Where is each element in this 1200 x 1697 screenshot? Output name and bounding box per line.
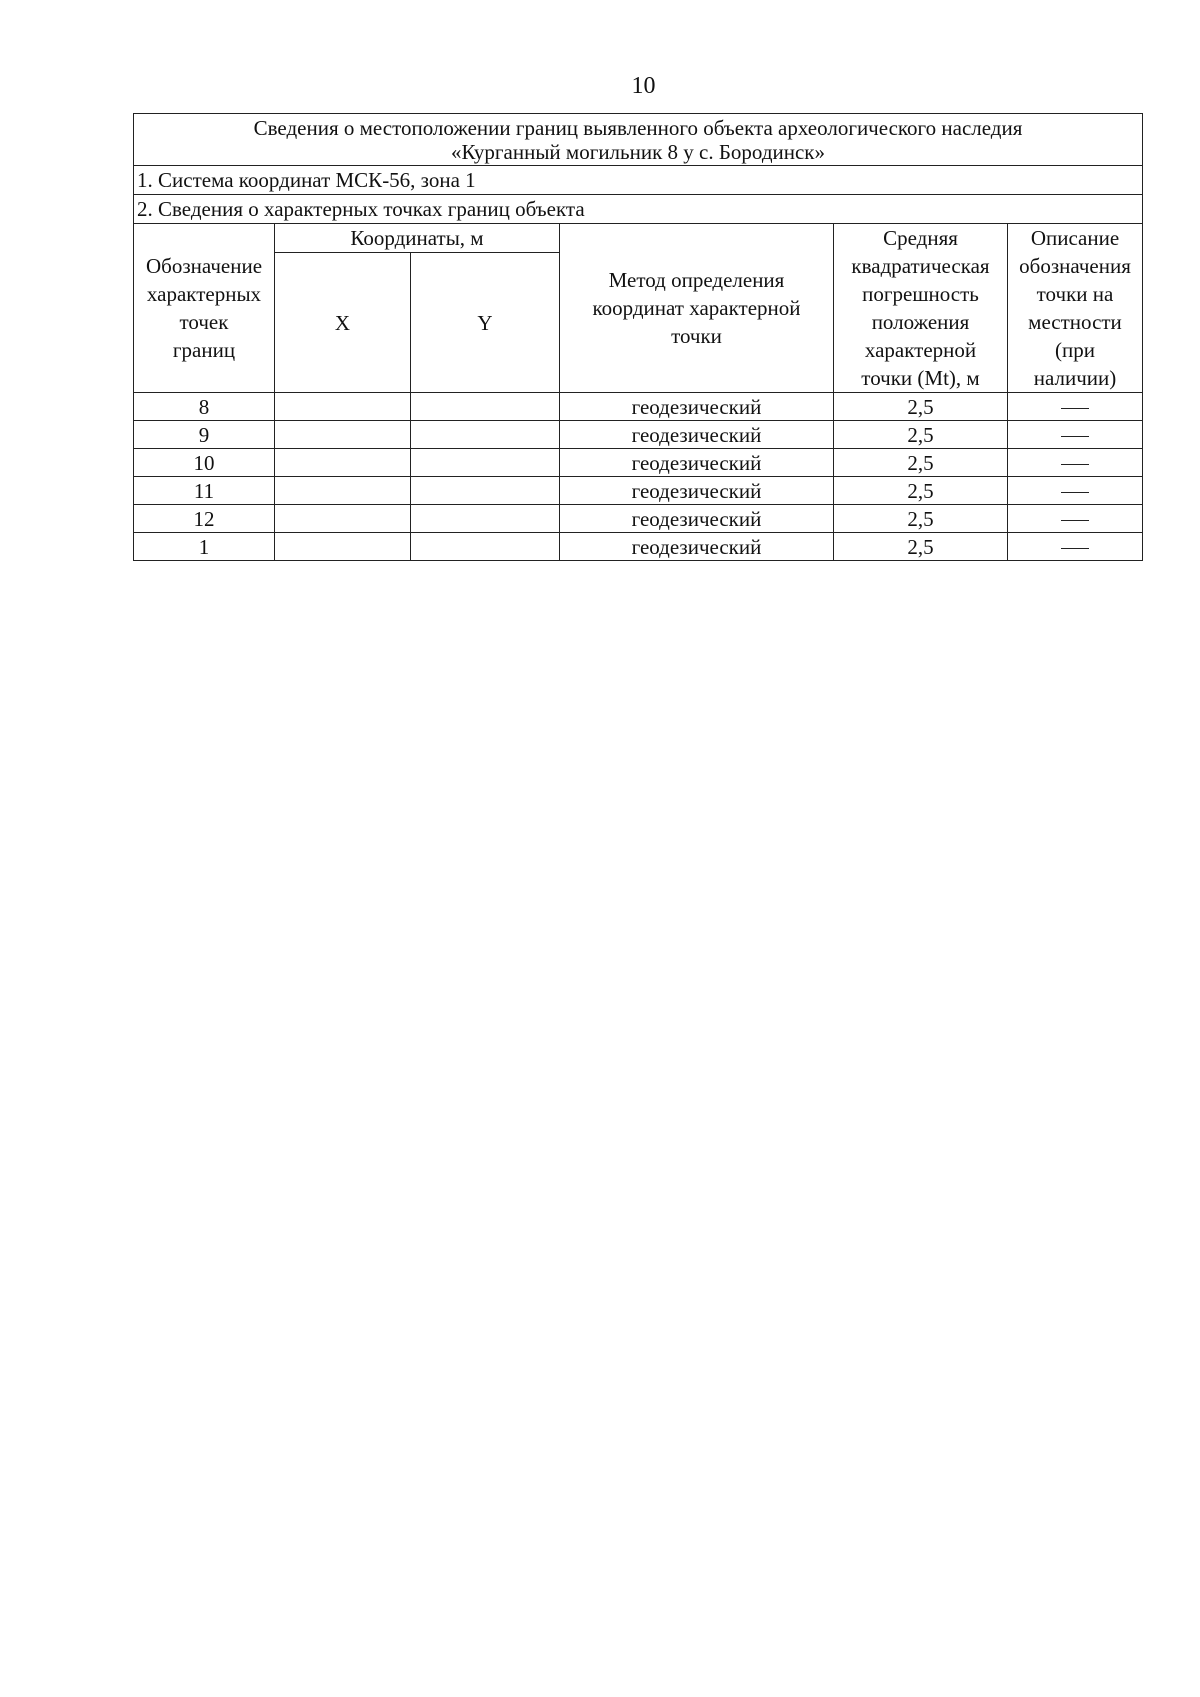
dash-icon xyxy=(1061,464,1089,465)
cell-method: геодезический xyxy=(560,505,834,533)
cell-x xyxy=(275,533,411,561)
cell-error: 2,5 xyxy=(834,477,1008,505)
cell-method: геодезический xyxy=(560,533,834,561)
section1-row xyxy=(134,166,1143,195)
cell-description xyxy=(1008,477,1143,505)
header-x: X xyxy=(275,253,411,393)
header-row-1 xyxy=(134,224,1143,253)
header-error: Средняя квадратическая погрешность положения характерной точки (Mt), м xyxy=(834,224,1008,393)
coordinate-system-label: 1. Система координат МСК-56, зона 1 xyxy=(134,166,1143,195)
cell-y xyxy=(411,421,560,449)
cell-point: 1 xyxy=(134,533,275,561)
cell-point: 11 xyxy=(134,477,275,505)
cell-y xyxy=(411,533,560,561)
header-y: Y xyxy=(411,253,560,393)
table-row xyxy=(134,533,1143,561)
cell-point: 12 xyxy=(134,505,275,533)
dash-icon xyxy=(1061,408,1089,409)
table-title-line2: «Курганный могильник 8 у с. Бородинск» xyxy=(450,140,826,164)
cell-x xyxy=(275,421,411,449)
table-title-line1: Сведения о местоположении границ выявленного объекта археологического наследия xyxy=(253,116,1023,140)
header-method: Метод определения координат характерной точки xyxy=(560,224,834,393)
cell-error: 2,5 xyxy=(834,449,1008,477)
cell-description xyxy=(1008,421,1143,449)
cell-error: 2,5 xyxy=(834,393,1008,421)
header-point-designation: Обозначение характерных точек границ xyxy=(134,224,275,393)
header-description: Описание обозначения точки на местности (при наличии) xyxy=(1008,224,1143,393)
table-row xyxy=(134,421,1143,449)
cell-method: геодезический xyxy=(560,393,834,421)
cell-description xyxy=(1008,393,1143,421)
table-title xyxy=(134,114,1143,166)
cell-method: геодезический xyxy=(560,421,834,449)
dash-icon xyxy=(1061,492,1089,493)
cell-y xyxy=(411,449,560,477)
cell-x xyxy=(275,477,411,505)
cell-description xyxy=(1008,533,1143,561)
header-coordinates: Координаты, м xyxy=(275,224,560,253)
cell-x xyxy=(275,505,411,533)
cell-error: 2,5 xyxy=(834,505,1008,533)
cell-point: 8 xyxy=(134,393,275,421)
cell-error: 2,5 xyxy=(834,421,1008,449)
cell-y xyxy=(411,477,560,505)
table-row xyxy=(134,505,1143,533)
cell-method: геодезический xyxy=(560,449,834,477)
boundary-points-table xyxy=(133,113,1143,561)
cell-description xyxy=(1008,505,1143,533)
page-number: 10 xyxy=(631,73,656,99)
cell-point: 10 xyxy=(134,449,275,477)
cell-x xyxy=(275,393,411,421)
cell-point: 9 xyxy=(134,421,275,449)
table-row xyxy=(134,477,1143,505)
table-row xyxy=(134,393,1143,421)
cell-y xyxy=(411,505,560,533)
dash-icon xyxy=(1061,548,1089,549)
cell-y xyxy=(411,393,560,421)
cell-method: геодезический xyxy=(560,477,834,505)
dash-icon xyxy=(1061,436,1089,437)
points-info-label: 2. Сведения о характерных точках границ объекта xyxy=(134,195,1143,224)
cell-x xyxy=(275,449,411,477)
cell-error: 2,5 xyxy=(834,533,1008,561)
table-title-row xyxy=(134,114,1143,166)
cell-description xyxy=(1008,449,1143,477)
section2-row xyxy=(134,195,1143,224)
table-row xyxy=(134,449,1143,477)
dash-icon xyxy=(1061,520,1089,521)
